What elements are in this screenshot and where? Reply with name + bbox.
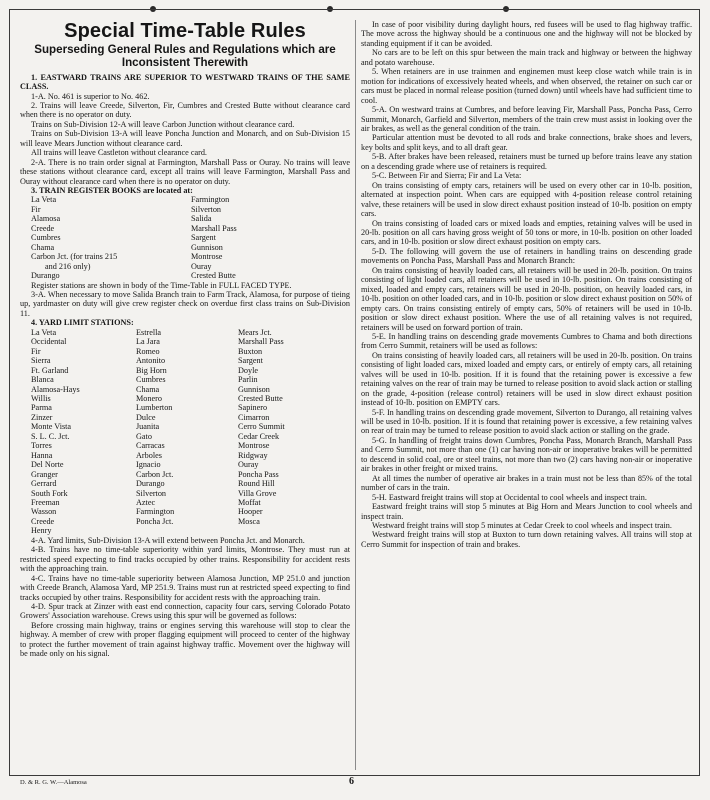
register-station: Alamosa bbox=[31, 214, 61, 224]
rule-5g: 5-G. In handling of freight trains down Cumbres, Poncha Pass, Monarch Branch, Marshall Pass and Cerro Summit, not more than one (1) car having non-air or inoperative brakes will be permitted to descend in solid coal, ore or steel trains, not more than two (2) cars having non-air or inoperative air brakes in other freight or mixed trains. bbox=[361, 435, 692, 474]
rule-5a-attention: Particular attention must be devoted to all rods and brake connections, brake shoes and levers, key bolts and split keys, and to all draft gear. bbox=[361, 133, 692, 152]
yard-station: Dulce bbox=[136, 412, 156, 422]
yard-station: Big Horn bbox=[136, 365, 167, 375]
yard-station: Aztec bbox=[136, 497, 156, 507]
rule-4b: 4-B. Trains have no time-table superiority within yard limits, Montrose. They must run at restricted speed expecting to find tracks occupied by other trains. Responsibility for accident rests with the approaching train. bbox=[20, 545, 350, 574]
register-station: Creede bbox=[31, 223, 55, 233]
page-number: 6 bbox=[349, 776, 354, 787]
yard-station: Estrella bbox=[136, 327, 162, 337]
right-column bbox=[361, 20, 692, 772]
yard-station: Juanita bbox=[136, 422, 160, 432]
yard-column-1 bbox=[31, 328, 136, 536]
yard-column-2 bbox=[136, 328, 238, 536]
register-station: Gunnison bbox=[191, 242, 223, 252]
register-station: Ouray bbox=[191, 261, 212, 271]
yard-station: Cimarron bbox=[238, 412, 270, 422]
register-station: Farmington bbox=[191, 195, 230, 205]
yard-station: Marshall Pass bbox=[238, 337, 284, 347]
rule-5h-westward-cedar: Westward freight trains will stop 5 minutes at Cedar Creek to cool wheels and inspect train. bbox=[372, 521, 672, 531]
rule-1-heading: 1. EASTWARD TRAINS ARE SUPERIOR TO WESTWARD TRAINS OF THE SAME CLASS. bbox=[20, 72, 350, 92]
rule-5e-retainers: On trains consisting of heavily loaded cars, all retainers will be used in 20-lb. position. On trains consisting of light loaded cars, mixed loaded and empty cars, or entirely of empty cars, all retaining valves will be used in 10-lb. position. If it is found that the retaining power is excessive a few retaining valves on the rear of train may be turned to release position to avoid slack action or stalling on the grade, 4-position (release control) retainers will be used in slow direct exhaust position instead of 10-lb. position on EMPTY cars. bbox=[361, 350, 692, 408]
yard-station: Poncha Jct. bbox=[136, 516, 174, 526]
yard-station: Ridgway bbox=[238, 450, 268, 460]
yard-station: Torres bbox=[31, 441, 52, 451]
yard-station: Mears Jct. bbox=[238, 327, 272, 337]
yard-station: Silverton bbox=[136, 488, 167, 498]
yard-station: Willis bbox=[31, 394, 51, 403]
yard-station: Del Norte bbox=[31, 460, 64, 470]
register-station: Marshall Pass bbox=[191, 223, 237, 233]
yard-column-3 bbox=[238, 328, 341, 536]
yard-station: Lumberton bbox=[136, 403, 173, 413]
rule-2-sub12a: Trains on Sub-Division 12-A will leave Carbon Junction without clearance card. bbox=[31, 119, 295, 129]
rule-2-sub13a: Trains on Sub-Division 13-A will leave Poncha Junction and Monarch, and on Sub-Division 15 will leave Mears Junction without clearance card. bbox=[20, 129, 350, 148]
yard-station: Carbon Jct. bbox=[136, 469, 174, 479]
yard-station: Hanna bbox=[31, 450, 53, 460]
yard-station: Cumbres bbox=[136, 375, 166, 385]
yard-limit-stations-table bbox=[31, 328, 341, 536]
rule-5h: 5-H. Eastward freight trains will stop at Occidental to cool wheels and inspect train. bbox=[372, 492, 647, 502]
yard-station: Granger bbox=[31, 469, 58, 479]
yard-station: Arboles bbox=[136, 450, 162, 460]
rule-4c: 4-C. Trains have no time-table superiority between Alamosa Junction, MP 251.0 and junction with Creede Branch, Alamosa Yard, MP 251.9. Trains must run at restricted speed expecting to find tracks occupied by other trains. Responsibility for accident rests with the approaching train. bbox=[20, 573, 350, 602]
rule-3-heading: 3. TRAIN REGISTER BOOKS are located at: bbox=[31, 186, 193, 196]
yard-station: Sargent bbox=[238, 356, 263, 366]
rule-5h-westward-buxton: Westward freight trains will stop at Buxton to turn down retaining valves. All trains will stop at Cerro Summit for inspection of train and brakes. bbox=[361, 530, 692, 549]
rule-5: 5. When retainers are in use trainmen and enginemen must keep close watch while train is in motion for indications of excessively heated wheels, and when observed, the retainer on such car or cars must be placed in normal release position (turned down) until wheels have had sufficient time to cool. bbox=[361, 67, 692, 105]
rule-4d-procedure: Before crossing main highway, trains or engines serving this warehouse will stop to clear the highway. A member of crew with proper flagging equipment will proceed to center of the highway to protect the further movement of train against highway traffic. Movement over the highway will be made only on his signal. bbox=[20, 620, 350, 659]
yard-station: Farmington bbox=[136, 507, 175, 517]
yard-station: Monero bbox=[136, 394, 162, 403]
rule-2a: 2-A. There is no train order signal at Farmington, Marshall Pass or Ouray. No trains will leave these stations without clearance card, except all trains will leave Farmington, Marshall Pass and Ouray without clearance card when there is no operator on duty. bbox=[20, 157, 350, 186]
register-station: Fir bbox=[31, 204, 41, 214]
yard-station: Moffat bbox=[238, 497, 261, 507]
register-station: Silverton bbox=[191, 204, 222, 214]
yard-station: Parma bbox=[31, 403, 52, 413]
register-stations-table bbox=[31, 195, 331, 280]
yard-station: Wasson bbox=[31, 507, 57, 517]
rule-5b: 5-B. After brakes have been released, retainers must be turned up before trains leave any station on a descending grade where use of retainers is required. bbox=[361, 152, 692, 171]
yard-station: Doyle bbox=[238, 365, 259, 375]
rule-5a: 5-A. On westward trains at Cumbres, and before leaving Fir, Marshall Pass, Poncha Pass, Cerro Summit, Monarch, Garfield and Silverton, members of the train crew must assist in looking over the air brakes, as well as the general condition of the train. bbox=[361, 105, 692, 133]
register-station: Sargent bbox=[191, 233, 216, 243]
yard-station: Sierra bbox=[31, 356, 51, 366]
yard-station: Villa Grove bbox=[238, 488, 277, 498]
yard-station: Ignacio bbox=[136, 460, 161, 470]
yard-station: Gato bbox=[136, 431, 152, 441]
register-station: La Veta bbox=[31, 195, 57, 205]
yard-station: Occidental bbox=[31, 337, 67, 347]
yard-station: Antonito bbox=[136, 356, 166, 366]
yard-station: Cerro Summit bbox=[238, 422, 285, 432]
yard-station: South Fork bbox=[31, 488, 68, 498]
yard-station: Creede bbox=[31, 516, 55, 526]
register-station: Cumbres bbox=[31, 233, 61, 243]
yard-station: Mosca bbox=[238, 516, 260, 526]
rule-3-note: Register stations are shown in body of the Time-Table in FULL FACED TYPE. bbox=[31, 280, 292, 290]
rule-4-heading: 4. YARD LIMIT STATIONS: bbox=[31, 318, 134, 328]
yard-station: Fir bbox=[31, 346, 41, 356]
rule-5d: 5-D. The following will govern the use of retainers in handling trains on descending grade movements on Poncha Pass, Marshall Pass and Monarch Branch: bbox=[361, 246, 692, 266]
rule-3a: 3-A. When necessary to move Salida Branch train to Farm Track, Alamosa, for purpose of tieing up, yardmaster on duty will give crew register check on overdue first class trains on Sub-Division 11. bbox=[20, 290, 350, 318]
yard-station: Buxton bbox=[238, 346, 263, 356]
footer-railroad: D. & R. G. W.—Alamosa bbox=[20, 779, 87, 786]
rule-1a: 1-A. No. 461 is superior to No. 462. bbox=[31, 91, 150, 101]
rule-5e: 5-E. In handling trains on descending grade movements Cumbres to Chama and both directions from Cerro Summit, retainers will be used as follows: bbox=[361, 331, 692, 351]
rule-5f: 5-F. In handling trains on descending grade movement, Silverton to Durango, all retaining valves will be used in 10-lb. position. If it is found that retaining power is excessive, a few retaining valves on rear of train may be turned to release position to avoid slack action or stalling on the grade. bbox=[361, 407, 692, 436]
register-station: Crested Butte bbox=[191, 271, 236, 281]
rule-5d-retainers: On trains consisting of heavily loaded cars, all retainers will be used in 20-lb. position. On trains consisting of light loaded cars, all retainers will be used in 10-lb. position. On trains consisting of mixed, loaded and empty cars, retainers will be used in 20-lb. position, on heavily loaded cars, in 10-lb. position on other loaded cars, and in 10-lb. position or slow direct exhaust position on 50% of empty cars. On trains consisting entirely of empty cars, 50% of retainers will be used in 10-lb. position or slow direct exhaust position. Where the use of all retaining valves is not required, retainers will be used on forward portion of train. bbox=[361, 265, 692, 332]
yard-station: Crested Butte bbox=[238, 394, 283, 403]
yard-station: Round Hill bbox=[238, 479, 275, 489]
yard-station: Chama bbox=[136, 384, 160, 394]
yard-station: Ouray bbox=[238, 460, 259, 470]
yard-station: Carracas bbox=[136, 441, 165, 451]
yard-station: Romeo bbox=[136, 346, 160, 356]
rule-4d-fusees: In case of poor visibility during daylight hours, red fusees will be used to flag highway traffic. The move across the highway should be a continuous one and the highway will not be blocked by standing equipment if it can be avoided. bbox=[361, 20, 692, 48]
rule-2-castleton: All trains will leave Castleton without clearance card. bbox=[31, 148, 207, 158]
rule-5g-air-brakes: At all times the number of operative air brakes in a train must not be less than 85% of the total number of cars in the train. bbox=[361, 473, 692, 493]
yard-station: Gunnison bbox=[238, 384, 270, 394]
rule-5c-loaded: On trains consisting of loaded cars or mixed loads and empties, retaining valves will be used in 20-lb. position on all cars having gross weight of 50 tons or more, in 10-lb. position on other loaded cars, and in 10-lb. position or slow direct exhaust position on empty cars. bbox=[361, 218, 692, 247]
rule-5c: 5-C. Between Fir and Sierra; Fir and La Veta: bbox=[372, 171, 522, 181]
yard-station: S. L. C. Jct. bbox=[31, 431, 70, 441]
yard-station: Monte Vista bbox=[31, 422, 72, 432]
page-subtitle: Superseding General Rules and Regulations which are Inconsistent Therewith bbox=[34, 43, 336, 69]
yard-station: Blanca bbox=[31, 375, 54, 385]
rule-2: 2. Trains will leave Creede, Silverton, Fir, Cumbres and Crested Butte without clearance card when there is no operator on duty. bbox=[20, 100, 350, 120]
register-station: Chama bbox=[31, 242, 55, 252]
register-station: Salida bbox=[191, 214, 212, 224]
rule-4d: 4-D. Spur track at Zinzer with east end connection, capacity four cars, serving Colorado Potato Growers' Association warehouse. Crews using this spur will be governed as follows: bbox=[20, 601, 350, 621]
yard-station: Poncha Pass bbox=[238, 469, 279, 479]
yard-station: La Veta bbox=[31, 327, 57, 337]
yard-station: Zinzer bbox=[31, 412, 53, 422]
yard-station: Parlin bbox=[238, 375, 258, 385]
yard-station: Gerrard bbox=[31, 479, 57, 489]
register-station: and 216 only) bbox=[45, 261, 91, 271]
page-title: Special Time-Table Rules bbox=[64, 20, 306, 42]
yard-station: Cedar Creek bbox=[238, 431, 280, 441]
yard-station: Freeman bbox=[31, 497, 60, 507]
left-column bbox=[20, 20, 350, 772]
yard-station: Hooper bbox=[238, 507, 263, 517]
rule-5h-eastward: Eastward freight trains will stop 5 minutes at Big Horn and Mears Junction to cool wheels and inspect train. bbox=[361, 502, 692, 521]
rule-4d-no-cars: No cars are to be left on this spur between the main track and highway or between the highway and potato warehouse. bbox=[361, 48, 692, 67]
rule-4a: 4-A. Yard limits, Sub-Division 13-A will extend between Poncha Jct. and Monarch. bbox=[31, 535, 305, 545]
yard-station: Montrose bbox=[238, 441, 270, 451]
register-station: Durango bbox=[31, 271, 60, 281]
register-station: Carbon Jct. (for trains 215 bbox=[31, 252, 118, 262]
yard-station: La Jara bbox=[136, 337, 160, 347]
register-station: Montrose bbox=[191, 252, 223, 262]
yard-station: Alamosa-Hays bbox=[31, 384, 80, 394]
yard-station: Henry bbox=[31, 526, 52, 536]
yard-station: Ft. Garland bbox=[31, 365, 69, 375]
yard-station: Durango bbox=[136, 479, 165, 489]
column-divider bbox=[355, 20, 356, 770]
yard-station: Sapinero bbox=[238, 403, 268, 413]
rule-5c-empty: On trains consisting of empty cars, retainers will be used on every other car in 10-lb. position, alternated at inspection point. When cars are equipped with 4-position release control retaining valve, these retainers will be used in slow direct exhaust position instead of 10-lb. position on empty cars. bbox=[361, 180, 692, 219]
